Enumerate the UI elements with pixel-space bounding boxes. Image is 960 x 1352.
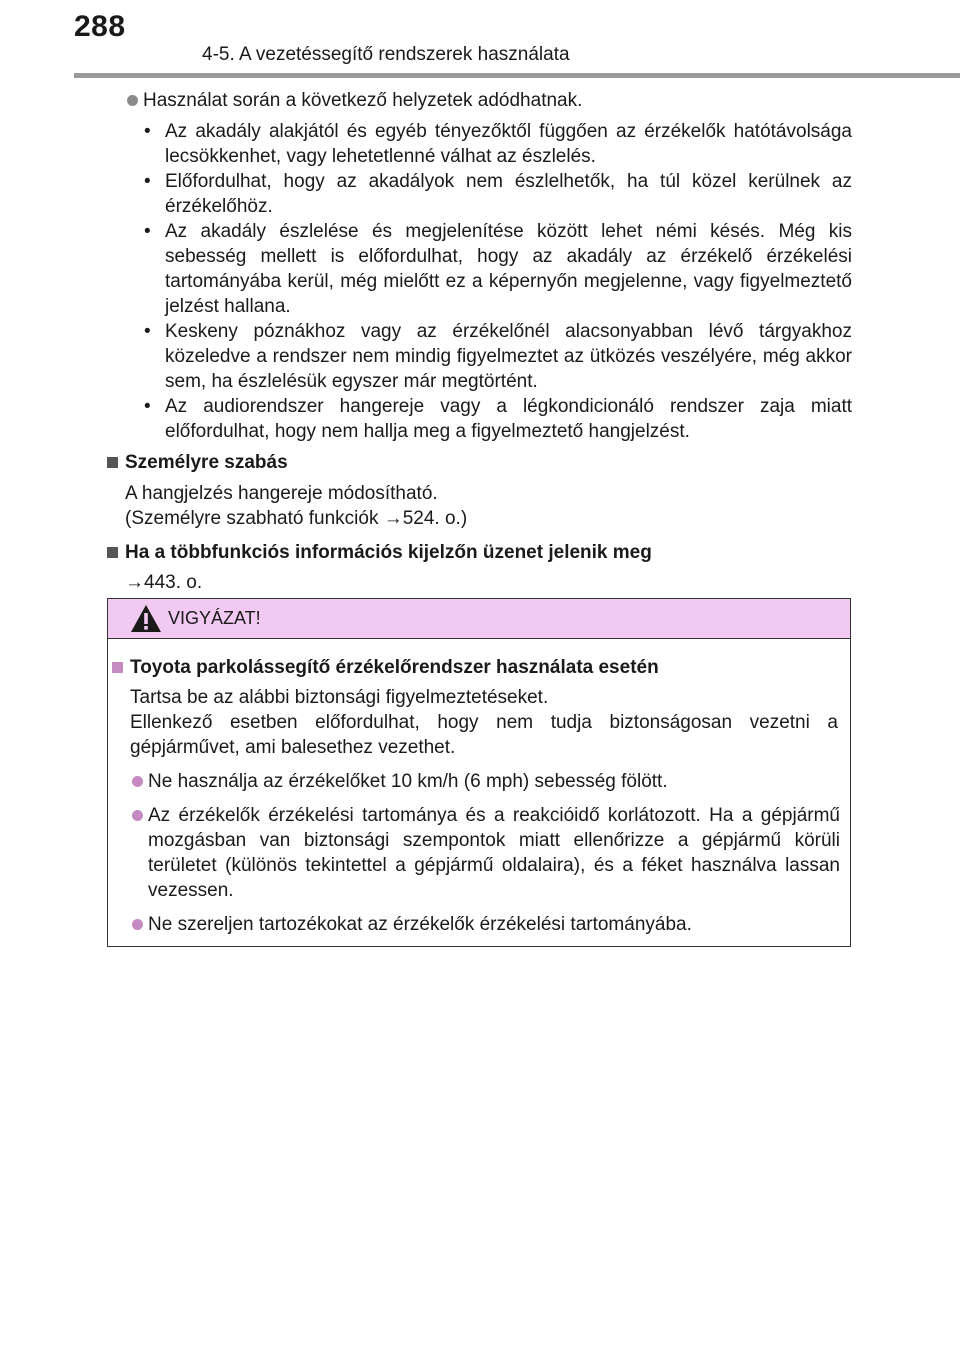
message-heading-text: Ha a többfunkciós információs kijelzőn üzenet jelenik meg (125, 542, 652, 563)
caution-heading (108, 655, 850, 680)
caution-item-text: Ne használja az érzékelőket 10 km/h (6 mph) sebesség fölött. (148, 771, 668, 792)
section-title: 4-5. A vezetéssegítő rendszerek használata (202, 44, 570, 65)
warning-triangle-icon (130, 604, 162, 634)
caution-item (108, 912, 850, 937)
page-number: 288 (74, 10, 126, 43)
customization-body (107, 481, 852, 531)
list-item-text: Előfordulhat, hogy az akadályok nem észlelhetők, ha túl közel kerülnek az érzékelőhöz. (165, 171, 852, 217)
list-item (107, 169, 852, 219)
caution-header (108, 599, 850, 639)
message-body (107, 570, 852, 595)
list-item (107, 219, 852, 319)
customization-page-link[interactable]: (Személyre szabható funkciók →524. o.) (125, 508, 468, 529)
bullet-dot-icon: • (144, 321, 151, 342)
caution-item (108, 769, 850, 794)
square-bullet-icon (107, 457, 118, 468)
caution-line-2: Ellenkező esetben előfordulhat, hogy nem tudja biztonságosan vezetni a gépjárművet, ami balesethez vezethet. (130, 712, 838, 758)
customization-line-1: A hangjelzés hangereje módosítható. (125, 483, 438, 504)
message-page-link[interactable]: →443. o. (125, 572, 203, 593)
square-bullet-icon (107, 547, 118, 558)
list-item-text: Az akadály észlelése és megjelenítése között lehet némi késés. Még kis sebesség mellett is előfordulhat, hogy az akadály az érzékelő érzékelési tartományába kerül, még mielőtt ez a képernyőn megjelenne, vagy figyelmeztető jelzést hallana. (165, 221, 852, 317)
caution-item-text: Az érzékelők érzékelési tartománya és a reakcióidő korlátozott. Ha a gépjármű mozgásban van biztonsági szempontok miatt ellenőrizze a gépjármű körüli területet (különös tekintettel a gépjármű oldalaira), és a féket használva lassan vezessen. (148, 805, 840, 901)
list-item-text: Az akadály alakjától és egyéb tényezőktől függően az érzékelők hatótávolsága lecsökkenhet, vagy lehetetlenné válhat az észlelés. (165, 121, 852, 167)
customization-heading-text: Személyre szabás (125, 452, 288, 473)
bullet-dot-icon: • (144, 171, 151, 192)
intro-item (127, 88, 852, 113)
list-item-text: Keskeny póznákhoz vagy az érzékelőnél alacsonyabban lévő tárgyakhoz közeledve a rendszer nem mindig figyelmeztet az ütközés veszélyére, még akkor sem, ha észlelésük egyszer már megtörtént. (165, 321, 852, 392)
caution-item (108, 803, 850, 903)
circle-bullet-icon (132, 810, 143, 821)
caution-body (108, 639, 850, 937)
circle-bullet-icon (132, 919, 143, 930)
list-item (107, 394, 852, 444)
caution-heading-text: Toyota parkolássegítő érzékelőrendszer használata esetén (130, 657, 659, 678)
caution-item-text: Ne szereljen tartozékokat az érzékelők érzékelési tartományába. (148, 914, 692, 935)
caution-box (107, 598, 851, 947)
situation-list (107, 119, 852, 444)
bullet-dot-icon: • (144, 396, 151, 417)
list-item (107, 319, 852, 394)
caution-intro (108, 685, 850, 760)
message-heading (107, 540, 852, 565)
list-item-text: Az audiorendszer hangereje vagy a légkondicionáló rendszer zaja miatt előfordulhat, hogy nem hallja meg a figyelmeztető hangjelzést. (165, 396, 852, 442)
bullet-dot-icon: • (144, 221, 151, 242)
circle-bullet-icon (127, 95, 138, 106)
caution-line-1: Tartsa be az alábbi biztonsági figyelmeztetéseket. (130, 687, 549, 708)
customization-heading (107, 450, 852, 475)
intro-text: Használat során a következő helyzetek adódhatnak. (143, 90, 583, 111)
caution-title: VIGYÁZAT! (168, 608, 261, 628)
bullet-dot-icon: • (144, 121, 151, 142)
circle-bullet-icon (132, 776, 143, 787)
main-content (107, 88, 852, 595)
square-bullet-icon (112, 662, 123, 673)
header-rule (74, 73, 960, 78)
list-item (107, 119, 852, 169)
